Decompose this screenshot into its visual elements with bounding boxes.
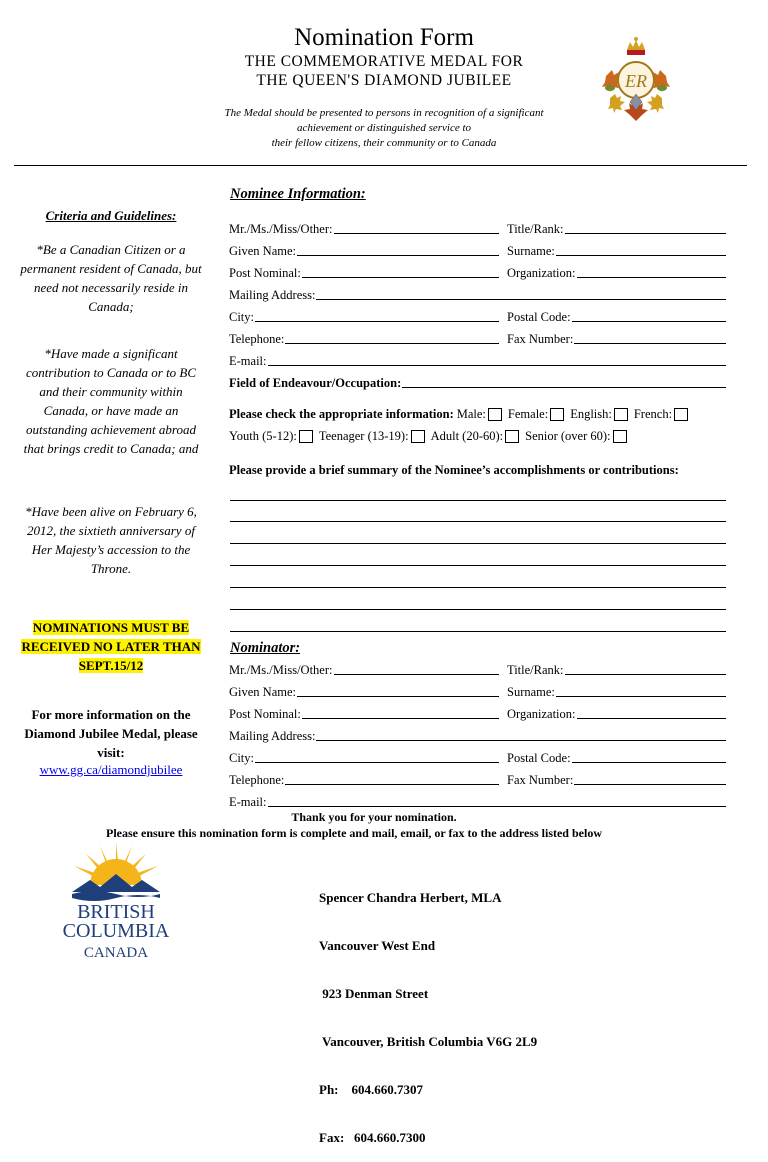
nominee-organization-field[interactable] — [507, 263, 726, 281]
summary-line[interactable] — [230, 543, 726, 544]
more-info-text: For more information on the Diamond Jubilee Medal, please visit: — [24, 707, 198, 760]
nominee-fax-field[interactable] — [507, 329, 726, 347]
address-fax: Fax: 604.660.7300 — [319, 1130, 426, 1145]
youth-option[interactable]: Youth (5-12): — [229, 429, 319, 444]
nominee-post-nominal-field[interactable] — [229, 263, 499, 281]
jubilee-website-link[interactable]: www.gg.ca/diamondjubilee — [39, 762, 183, 777]
field-label: Fax Number: — [507, 332, 574, 346]
intro-line3: their fellow citizens, their community or to Canada — [271, 137, 497, 149]
british-columbia-logo — [60, 840, 172, 960]
nominee-telephone-field[interactable] — [229, 329, 499, 347]
intro-line1: The Medal should be presented to persons in recognition of a significant — [224, 107, 544, 119]
summary-line[interactable] — [230, 587, 726, 588]
summary-line[interactable] — [230, 631, 726, 632]
teenager-option[interactable]: Teenager (13-19): — [319, 429, 431, 444]
jubilee-seal-icon — [596, 36, 676, 126]
nominator-surname-field[interactable] — [507, 682, 726, 700]
logo-text-columbia: COLUMBIA — [62, 920, 170, 942]
nominee-given-name-field[interactable] — [229, 241, 499, 259]
nominator-name-prefix-field[interactable] — [229, 660, 499, 678]
intro-text — [184, 106, 584, 151]
field-label: Surname: — [507, 244, 555, 258]
nominee-email-field[interactable] — [229, 351, 726, 369]
check-prompt: Please check the appropriate information: — [229, 407, 454, 421]
nominator-postal-code-field[interactable] — [507, 748, 726, 766]
english-checkbox[interactable] — [614, 408, 628, 421]
nominee-mailing-address-field[interactable] — [229, 285, 726, 303]
summary-line[interactable] — [230, 521, 726, 522]
logo-text-canada: CANADA — [83, 945, 149, 961]
address-phone: Ph: 604.660.7307 — [319, 1082, 423, 1097]
criterion-1: *Be a Canadian Citizen or a permanent resident of Canada, but need not necessarily reside in Canada; — [20, 242, 202, 314]
address-office: Vancouver West End — [319, 938, 436, 953]
address-street: 923 Denman Street — [319, 986, 429, 1001]
field-label: Postal Code: — [507, 310, 571, 324]
female-option[interactable]: Female: — [508, 407, 570, 422]
field-label: Fax Number: — [507, 773, 574, 787]
field-label: Surname: — [507, 685, 555, 699]
nominee-city-field[interactable] — [229, 307, 499, 325]
subtitle-line2: THE QUEEN'S DIAMOND JUBILEE — [256, 72, 512, 89]
address-name: Spencer Chandra Herbert, MLA — [319, 890, 502, 905]
field-label: Given Name: — [229, 685, 296, 699]
field-label: Field of Endeavour/Occupation: — [229, 376, 402, 390]
field-label: Telephone: — [229, 773, 285, 787]
youth-checkbox[interactable] — [299, 430, 313, 443]
nominee-surname-field[interactable] — [507, 241, 726, 259]
form-title: Nomination Form — [294, 24, 474, 51]
summary-line[interactable] — [230, 565, 726, 566]
field-label: Postal Code: — [507, 751, 571, 765]
field-label: Mailing Address: — [229, 288, 316, 302]
nominator-telephone-field[interactable] — [229, 770, 499, 788]
field-label: Mailing Address: — [229, 729, 316, 743]
nominator-organization-field[interactable] — [507, 704, 726, 722]
nominee-postal-code-field[interactable] — [507, 307, 726, 325]
english-option[interactable]: English: — [570, 407, 634, 422]
field-label: City: — [229, 751, 255, 765]
field-label: Organization: — [507, 266, 576, 280]
svg-text:ER: ER — [625, 71, 647, 91]
nominee-title-rank-field[interactable] — [507, 219, 726, 237]
nominator-given-name-field[interactable] — [229, 682, 499, 700]
field-label: Telephone: — [229, 332, 285, 346]
nominee-section-title: Nominee Information: — [230, 186, 366, 202]
nominator-fax-field[interactable] — [507, 770, 726, 788]
field-label: Mr./Ms./Miss/Other: — [229, 663, 333, 677]
field-label: Post Nominal: — [229, 266, 301, 280]
field-label: Post Nominal: — [229, 707, 301, 721]
male-option[interactable]: Male: — [457, 407, 508, 422]
header-divider — [14, 165, 747, 166]
nominator-mailing-address-field[interactable] — [229, 726, 726, 744]
summary-line[interactable] — [230, 609, 726, 610]
senior-checkbox[interactable] — [613, 430, 627, 443]
field-label: Title/Rank: — [507, 222, 564, 236]
field-label: Organization: — [507, 707, 576, 721]
demographics-row-1 — [229, 407, 694, 422]
french-checkbox[interactable] — [674, 408, 688, 421]
female-checkbox[interactable] — [550, 408, 564, 421]
senior-option[interactable]: Senior (over 60): — [525, 429, 632, 444]
field-label: E-mail: — [229, 795, 267, 809]
thank-you-text: Thank you for your nomination. — [291, 810, 457, 824]
criteria-heading: Criteria and Guidelines: — [45, 208, 177, 223]
criterion-2: *Have made a significant contribution to Canada or to BC and their community within Canada, or have made an outstanding achievement abroad that brings credit to Canada; and — [23, 346, 199, 456]
demographics-row-2 — [229, 429, 633, 444]
nominator-title-rank-field[interactable] — [507, 660, 726, 678]
nominee-name-prefix-field[interactable] — [229, 219, 499, 237]
deadline-text: NOMINATIONS MUST BE RECEIVED NO LATER THAN SEPT.15/12 — [21, 620, 201, 673]
nominator-section-title: Nominator: — [230, 640, 301, 656]
nominee-occupation-field[interactable] — [229, 373, 726, 391]
male-checkbox[interactable] — [488, 408, 502, 421]
nominator-city-field[interactable] — [229, 748, 499, 766]
field-label: Title/Rank: — [507, 663, 564, 677]
field-label: E-mail: — [229, 354, 267, 368]
teenager-checkbox[interactable] — [411, 430, 425, 443]
adult-option[interactable]: Adult (20-60): — [431, 429, 526, 444]
nominator-email-field[interactable] — [229, 792, 726, 810]
nominator-post-nominal-field[interactable] — [229, 704, 499, 722]
subtitle-line1: THE COMMEMORATIVE MEDAL FOR — [244, 53, 524, 70]
criterion-3: *Have been alive on February 6, 2012, the sixtieth anniversary of Her Majesty’s accession to the Throne. — [25, 504, 197, 576]
submission-instructions: Please ensure this nomination form is complete and mail, email, or fax to the address listed below — [106, 826, 602, 840]
field-label: City: — [229, 310, 255, 324]
field-label: Mr./Ms./Miss/Other: — [229, 222, 333, 236]
summary-prompt: Please provide a brief summary of the Nominee’s accomplishments or contributions: — [229, 463, 679, 477]
deadline-notice — [18, 618, 204, 675]
intro-line2: achievement or distinguished service to — [296, 122, 472, 134]
logo-text-british: BRITISH — [77, 901, 155, 923]
field-label: Given Name: — [229, 244, 296, 258]
french-option[interactable]: French: — [634, 407, 694, 422]
summary-line[interactable] — [230, 500, 726, 501]
address-city: Vancouver, British Columbia V6G 2L9 — [319, 1034, 538, 1049]
adult-checkbox[interactable] — [505, 430, 519, 443]
mailing-address-block — [319, 858, 537, 1162]
